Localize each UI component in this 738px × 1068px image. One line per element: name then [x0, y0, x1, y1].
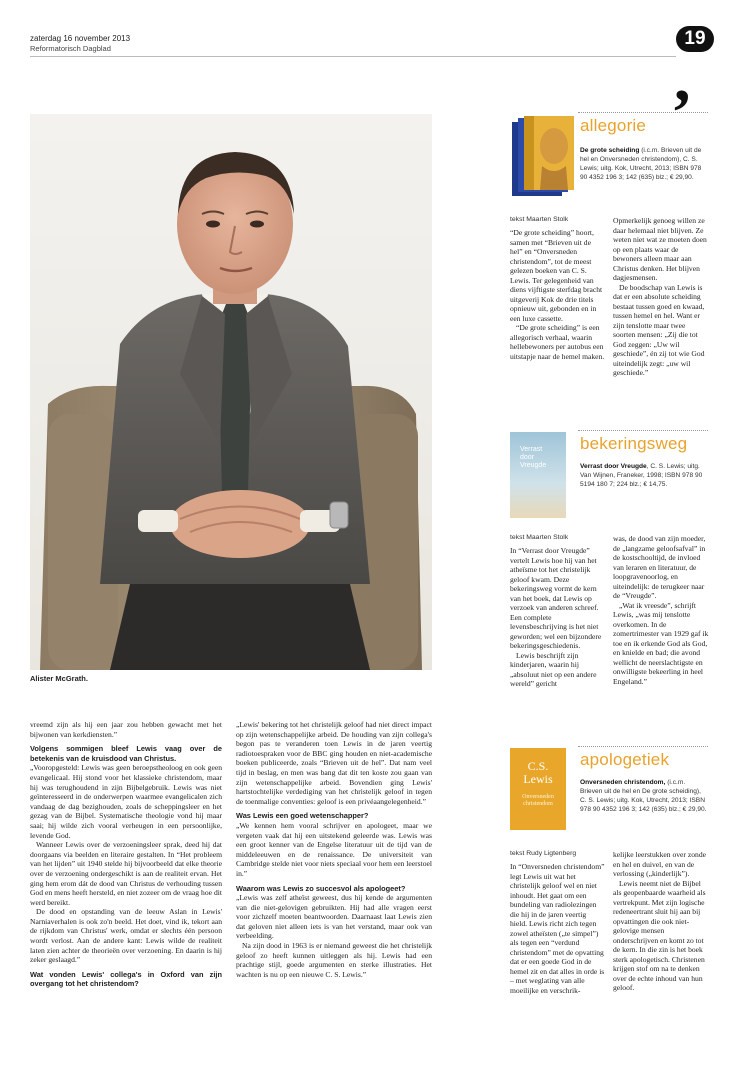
interview-question: Wat vonden Lewis' collega's in Oxford van zijn overgang tot het christendom? — [30, 969, 222, 989]
book-title: Verrast door Vreugde — [580, 463, 647, 470]
book-cover-cassette — [510, 116, 576, 198]
review-column — [613, 850, 709, 993]
article-paragraph: Na zijn dood in 1963 is er niemand geweest die het christelijk geloof zo heeft kunnen uitleggen als hij. Lewis had een prachtige stijl, goede argumenten en sterke illustraties. Het wachten is nu op een nieuwe C. S. Lewis.” — [236, 941, 432, 979]
review-paragraph: kelijke leerstukken over zonde en hel en duivel, en van de verlossing („kinderlijk”). — [613, 850, 706, 878]
portrait-photo — [30, 114, 432, 670]
article-paragraph: „Lewis' bekering tot het christelijk geloof had niet direct impact op zijn wetenschappelijke arbeid. De houding van zijn collega's begon pas te veranderen toen Lewis in de jaren veertig radiotoespraken voor de BBC ging houden en niet-academische boeken publiceerde, zoals “Brieven uit de hel”. Dat nam veel tijd in beslag, en men was bang dat dit ten koste zou gaan van zijn wetenschappelijke arbeid. Bovendien ging Lewis' hartstochtelijke verdediging van het christelijk geloof in tegen de toenmalige conventies: geloof is een privéaangelegenheid.” — [236, 720, 432, 806]
book-cover-onversneden — [510, 748, 566, 830]
section-title-allegorie: allegorie — [580, 116, 647, 135]
review-paragraph: Lewis neemt niet de Bijbel als geopenbaarde waarheid als vertrekpunt. Met zijn logische redeneertrant sluit hij aan bij opvattingen die ook niet-gelovige mensen onderschrijven en komt zo tot de kern. In die zin is het boek sterk apologetisch. Christenen krijgen stof om na te denken over de echte inhoud van hun geloof. — [613, 878, 706, 992]
article-column-left — [30, 720, 222, 989]
review-paragraph: „Wat ik vreesde”, schrijft Lewis, „was mij tenslotte overkomen. In de zomertrimester van 1929 gaf ik toe en ik erkende God als God, en knielde en bad; die avond wellicht de neerslachtigste en onwilligste bekeerling in heel Engeland.” — [613, 600, 709, 686]
book-info — [580, 146, 708, 182]
book-title: De grote scheiding — [580, 147, 640, 154]
article-paragraph: De dood en opstanding van de leeuw Aslan in Lewis' Narniaverhalen is ook zo'n beeld. Het doet, vind ik, tekort aan de rijkdom van Christus' werk, omdat er slechts één persoon wordt verlost. Aan de andere kant: Lewis wilde de realiteit laten zien achter de theorieën over verzoening. En daarin is hij zeker geslaagd.” — [30, 907, 222, 965]
article-paragraph: „Vooropgesteld: Lewis was geen beroepstheoloog en ook geen evangelicaal. Hij stond voor het klassieke christendom, maar hij was terughoudend in zijn Bijbelgebruik. Lewis was niet geïnteresseerd in de onderwerpen waarmee evangelicalen zich vandaag de dag bezighouden, zoals de scheppingsleer en het gezag van de Bijbel. Systematische theologie vond hij maar saai; hij wilde zich vooral verheugen in een persoonlijke, levende God. — [30, 763, 222, 840]
author-credit: tekst Maarten Stolk — [510, 216, 569, 223]
article-paragraph: „Lewis was zelf atheïst geweest, dus hij kende de argumenten van die niet-gelovigen gebruikten. Hij had alle vragen eerst voor zichzelf moeten beantwoorden. Daarnaast laat Lewis zien dat geloven niet alleen iets is van het verstand, maar ook van verbeelding. — [236, 893, 432, 941]
book-details: , C. S. Lewis; uitg. Van Wijnen, Franeker, 1998; ISBN 978 90 5194 180 7; 224 blz.; € 14,75. — [580, 463, 703, 488]
review-bekeringsweg — [510, 430, 708, 730]
article-column-middle — [236, 720, 432, 979]
book-info — [580, 462, 708, 489]
author-credit: tekst Maarten Stolk — [510, 534, 569, 541]
book-details: (i.c.m. Brieven uit de hel en Onversneden christendom), C. S. Lewis; uitg. Kok, Utrecht, 2013; ISBN 978 90 4352 196 3; 142 (635) blz.; € 29,90. — [580, 147, 702, 181]
book-title: Onversneden christendom, — [580, 779, 666, 786]
cover-author: C.S. Lewis — [523, 759, 553, 786]
book-info — [580, 778, 708, 814]
review-paragraph: was, de dood van zijn moeder, de „langzame geloofsafval” in de kostschooltijd, de invloed van leraren en literatuur, de loopgravenoorlog, en uiteindelijk: de terugkeer naar de “Vreugde”. — [613, 534, 706, 600]
book-details: (i.c.m. Brieven uit de hel en De grote scheiding), C. S. Lewis; uitg. Kok, Utrecht, 2013; ISBN 978 90 4352 196 3; 142 (635) blz.; € 29,90. — [580, 779, 707, 813]
article-paragraph: vreemd zijn als hij een jaar zou hebben gewacht met het bijwonen van kerkdiensten.” — [30, 720, 222, 739]
section-title-apologetiek: apologetiek — [580, 750, 670, 769]
review-paragraph: De boodschap van Lewis is dat er een absolute scheiding bestaat tussen goed en kwaad, tussen hemel en hel. Want er zijn tenslotte maar twee soorten mensen: „Zij die tot God zeggen: „Uw wil geschiede”, én zij tot wie God uiteindelijk zegt: „uw wil geschiede.” — [613, 282, 705, 377]
review-paragraph: In “Onversneden christendom” legt Lewis uit wat het christelijk geloof wel en niet inhoudt. Het gaat om een bundeling van radiolezingen die hij in de jaren veertig hield. Lewis richt zich tegen zowel atheïsten („te simpel”) als tegen een “verdund christendom” met de opvatting dat er een goede God in de hemel zit en dat alles in orde is – met weglating van alle moeilijke en verschrik- — [510, 862, 605, 995]
review-paragraph: In “Verrast door Vreugde” vertelt Lewis hoe hij van het atheïsme tot het christelijk geloof kwam. Deze bekeringsweg vormt de kern van het boek, dat Lewis op verzoek van anderen schreef. Een complete levensbeschrijving is het niet geworden; wel een bijzondere bekeringsgeschiedenis. — [510, 546, 602, 650]
section-title-bekeringsweg: bekeringsweg — [580, 434, 688, 453]
header-divider — [30, 56, 676, 57]
review-column — [613, 216, 709, 378]
interview-question: Was Lewis een goed wetenschapper? — [236, 811, 369, 821]
issue-date: zaterdag 16 november 2013 — [30, 34, 131, 43]
cover-title: Verrast door Vreugde — [520, 446, 547, 469]
newspaper-name: Reformatorisch Dagblad — [30, 44, 111, 53]
review-column — [510, 546, 605, 689]
article-paragraph: Wanneer Lewis over de verzoeningsleer sprak, deed hij dat doorgaans via beelden en literaire gestalten. In “Het probleem van het lijden” uit 1940 stelde hij bijvoorbeeld dat elke theorie over de verzoening ondergeschikt is aan de realiteit ervan. Het ging hem erom dát de dood van Christus de verhouding tussen God en mens heeft hersteld, en niet zozeer om de vraag hoe dit werd bereikt. — [30, 840, 222, 907]
author-credit: tekst Rudy Ligtenberg — [510, 850, 577, 857]
review-column — [613, 534, 709, 686]
page-number-badge: 19 — [676, 26, 714, 52]
review-column — [510, 862, 605, 995]
review-column — [510, 228, 605, 361]
review-paragraph: Opmerkelijk genoeg willen ze daar helemaal niet blijven. Ze weten niet wat ze moeten doen op een plaats waar de bewoners alleen maar aan Christus denken. Het blijven dagjesmensen. — [613, 216, 707, 282]
review-paragraph: “De grote scheiding” hoort, samen met “Brieven uit de hel” en “Onversneden christendom”, tot de meest gelezen boeken van C. S. Lewis. Ter gelegenheid van diens vijftigste sterfdag bracht uitgeverij Kok de drie titels opnieuw uit, gebonden en in een luxe cassette. — [510, 228, 603, 323]
review-allegorie — [510, 112, 708, 412]
book-cover-verrast — [510, 432, 566, 518]
photo-caption: Alister McGrath. — [30, 674, 88, 683]
article-paragraph: „We kennen hem vooral schrijver en apologeet, maar we vergeten vaak dat hij een uitstekend geleerde was. Lewis was een groot kenner van de Engelse literatuur uit de tijd van de middeleeuwen en de renaissance. De universiteit van Cambridge stelde niet voor niets speciaal voor hem een leerstoel in.” — [236, 820, 432, 878]
interview-question: Waarom was Lewis zo succesvol als apologeet? — [236, 883, 406, 893]
portrait-illustration — [30, 114, 432, 670]
comma-logo-mark: , — [674, 42, 691, 115]
cover-title: Onversneden christendom — [522, 794, 554, 807]
review-paragraph: Lewis beschrijft zijn kinderjaren, waarin hij „absoluut niet op een andere wereld” gericht — [510, 650, 597, 688]
interview-question: Volgens sommigen bleef Lewis vaag over de betekenis van de kruisdood van Christus. — [30, 744, 222, 763]
review-paragraph: “De grote scheiding” is een allegorisch verhaal, waarin hellebewoners per autobus een uitstapje naar de hemel maken. — [510, 323, 605, 361]
review-apologetiek — [510, 746, 708, 1046]
